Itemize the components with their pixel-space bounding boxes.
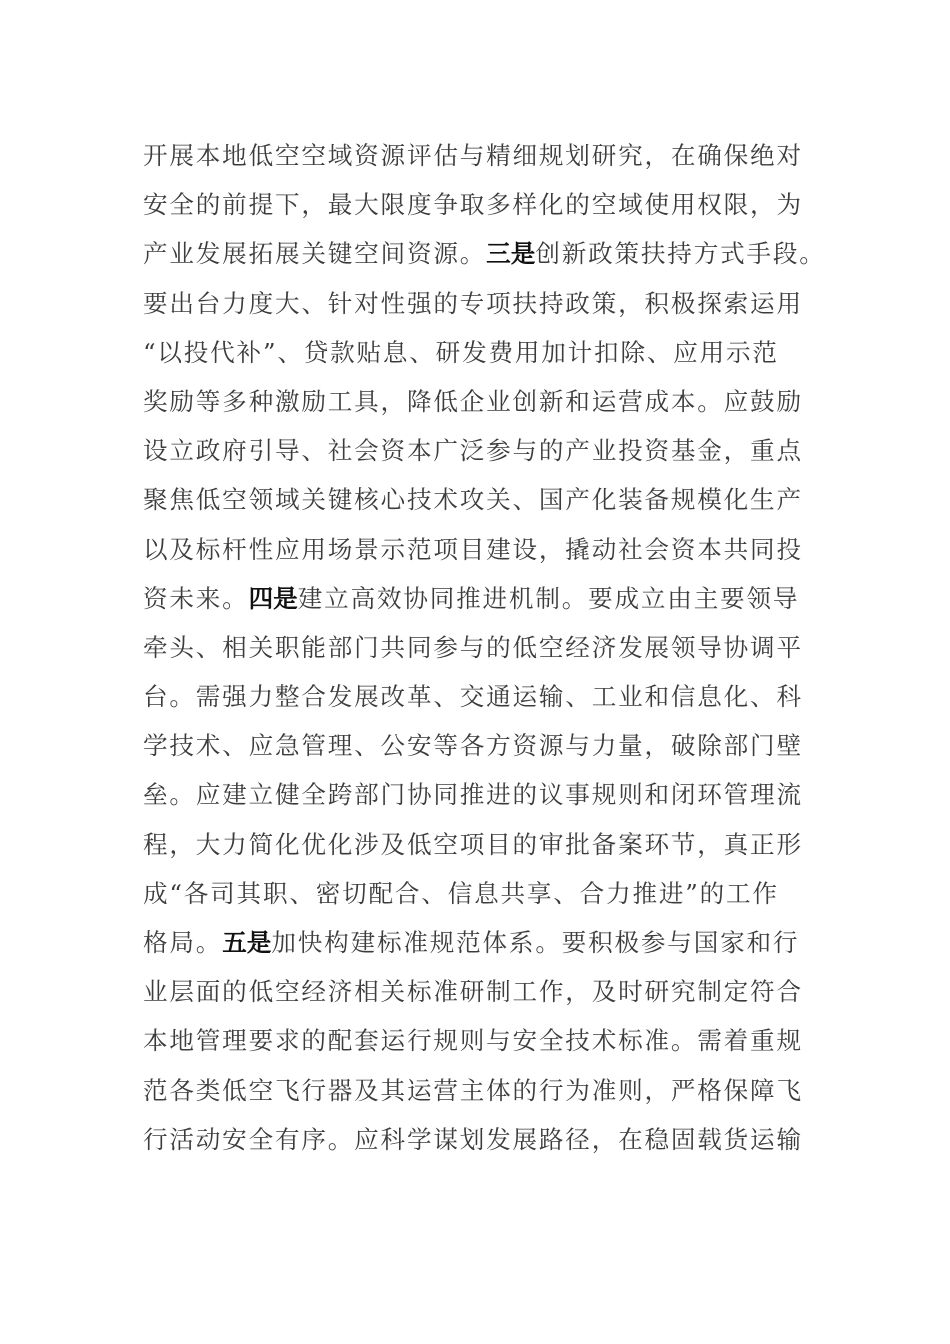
body-text: [143, 131, 843, 1164]
text-line: “以投代补”、贷款贴息、研发费用加计扣除、应用示范: [143, 337, 779, 367]
item-marker-3: 三是: [486, 239, 536, 269]
text-line: 成“各司其职、密切配合、信息共享、合力推进”的工作: [143, 878, 779, 908]
item-marker-5: 五是: [222, 928, 272, 957]
text-line: 牵头、相关职能部门共同参与的低空经济发展领导协调平: [143, 632, 803, 662]
text-line: 要出台力度大、针对性强的专项扶持政策，积极探索运用: [143, 288, 803, 318]
text-line: 奖励等多种激励工具，降低企业创新和运营成本。应鼓励: [143, 386, 803, 416]
text-line: 以及标杆性应用场景示范项目建设，撬动社会资本共同投: [143, 534, 803, 564]
text-line: 学技术、应急管理、公安等各方资源与力量，破除部门壁: [143, 731, 803, 761]
text-line: 产业发展拓展关键空间资源。三是创新政策扶持方式手段。: [143, 239, 826, 269]
text-line: 开展本地低空空域资源评估与精细规划研究，在确保绝对: [143, 141, 803, 170]
text-line: 范各类低空飞行器及其运营主体的行为准则，严格保障飞: [143, 1075, 803, 1105]
text-line: 安全的前提下，最大限度争取多样化的空域使用权限，为: [143, 190, 803, 220]
text-line: 行活动安全有序。应科学谋划发展路径，在稳固载货运输: [143, 1124, 803, 1154]
text-line: 程，大力简化优化涉及低空项目的审批备案环节，真正形: [143, 829, 803, 859]
text-line: 业层面的低空经济相关标准研制工作，及时研究制定符合: [143, 977, 803, 1007]
text-line: 台。需强力整合发展改革、交通运输、工业和信息化、科: [143, 682, 803, 712]
text-line: 本地管理要求的配套运行规则与安全技术标准。需着重规: [143, 1026, 803, 1056]
text-line: 垒。应建立健全跨部门协同推进的议事规则和闭环管理流: [143, 780, 803, 810]
item-marker-4: 四是: [248, 583, 298, 613]
text-line: 聚焦低空领域关键核心技术攻关、国产化装备规模化生产: [143, 485, 803, 515]
text-line: 设立政府引导、社会资本广泛参与的产业投资基金，重点: [143, 436, 803, 466]
text-line: 资未来。四是建立高效协同推进机制。要成立由主要领导: [143, 583, 800, 613]
text-line: 格局。五是加快构建标准规范体系。要积极参与国家和行: [143, 928, 800, 957]
